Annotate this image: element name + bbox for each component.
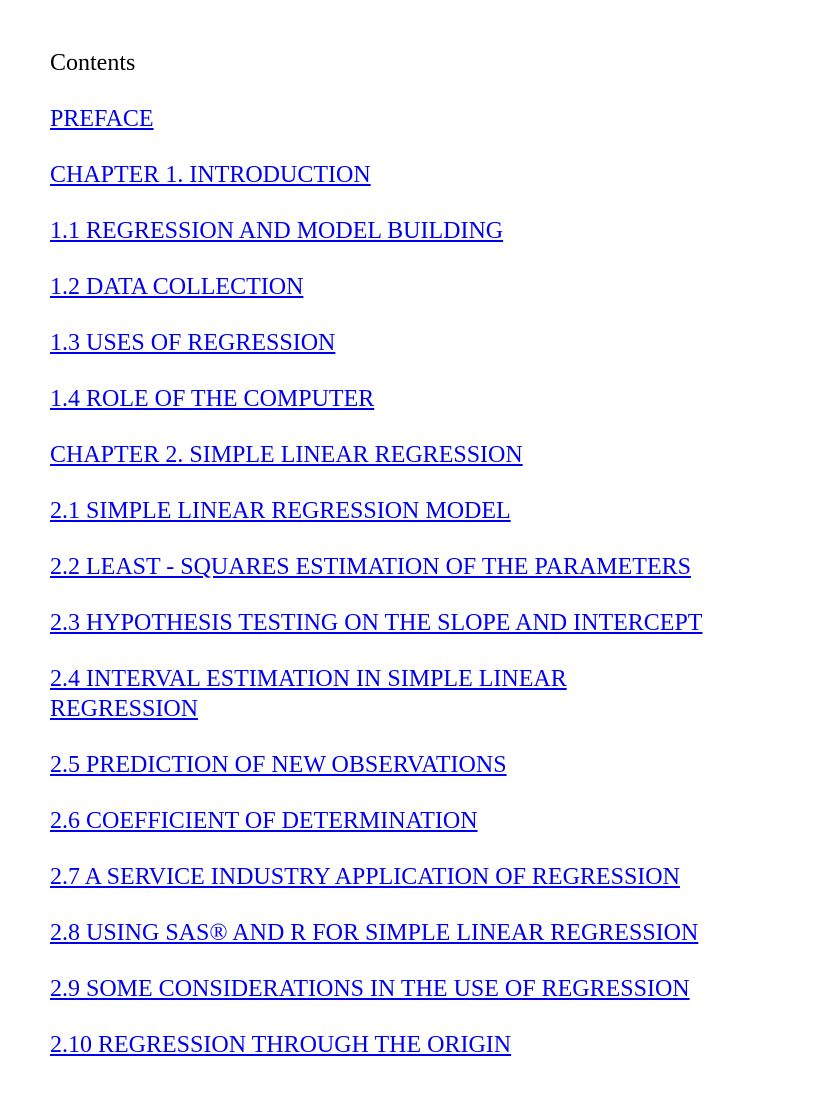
- toc-item: [50, 918, 810, 948]
- toc-item: [50, 806, 810, 836]
- toc-item: [50, 384, 810, 414]
- toc-link-chapter-1[interactable]: CHAPTER 1. INTRODUCTION: [50, 162, 371, 188]
- toc-item: [50, 608, 810, 638]
- toc-link-2-10[interactable]: 2.10 REGRESSION THROUGH THE ORIGIN: [50, 1032, 512, 1058]
- toc-link-chapter-2[interactable]: CHAPTER 2. SIMPLE LINEAR REGRESSION: [50, 442, 523, 468]
- contents-heading: Contents: [50, 50, 136, 76]
- table-of-contents: [50, 104, 810, 1060]
- toc-link-1-1[interactable]: 1.1 REGRESSION AND MODEL BUILDING: [50, 218, 504, 244]
- toc-item: [50, 104, 810, 134]
- toc-item: [50, 272, 810, 302]
- toc-link-1-3[interactable]: 1.3 USES OF REGRESSION: [50, 330, 336, 356]
- toc-item: [50, 750, 810, 780]
- toc-item: [50, 664, 810, 724]
- toc-link-2-7[interactable]: 2.7 A SERVICE INDUSTRY APPLICATION OF REGRESSION: [50, 864, 680, 890]
- toc-link-2-1[interactable]: 2.1 SIMPLE LINEAR REGRESSION MODEL: [50, 498, 511, 524]
- toc-item: [50, 552, 810, 582]
- toc-link-2-8[interactable]: 2.8 USING SAS® AND R FOR SIMPLE LINEAR REGRESSION: [50, 920, 699, 946]
- toc-link-1-4[interactable]: 1.4 ROLE OF THE COMPUTER: [50, 386, 375, 412]
- toc-link-2-4[interactable]: 2.4 INTERVAL ESTIMATION IN SIMPLE LINEAR REGRESSION: [50, 666, 567, 722]
- toc-item: [50, 216, 810, 246]
- toc-link-2-5[interactable]: 2.5 PREDICTION OF NEW OBSERVATIONS: [50, 752, 507, 778]
- toc-item: [50, 974, 810, 1004]
- toc-link-preface[interactable]: PREFACE: [50, 106, 154, 132]
- toc-link-2-9[interactable]: 2.9 SOME CONSIDERATIONS IN THE USE OF REGRESSION: [50, 976, 690, 1002]
- toc-link-2-2[interactable]: 2.2 LEAST - SQUARES ESTIMATION OF THE PARAMETERS: [50, 554, 691, 580]
- toc-item: [50, 862, 810, 892]
- toc-item: [50, 440, 810, 470]
- contents-page: [50, 48, 810, 1086]
- toc-item: [50, 1030, 810, 1060]
- toc-link-2-6[interactable]: 2.6 COEFFICIENT OF DETERMINATION: [50, 808, 478, 834]
- toc-item: [50, 160, 810, 190]
- toc-item: [50, 328, 810, 358]
- toc-item: [50, 496, 810, 526]
- toc-link-1-2[interactable]: 1.2 DATA COLLECTION: [50, 274, 304, 300]
- toc-link-2-3[interactable]: 2.3 HYPOTHESIS TESTING ON THE SLOPE AND INTERCEPT: [50, 610, 703, 636]
